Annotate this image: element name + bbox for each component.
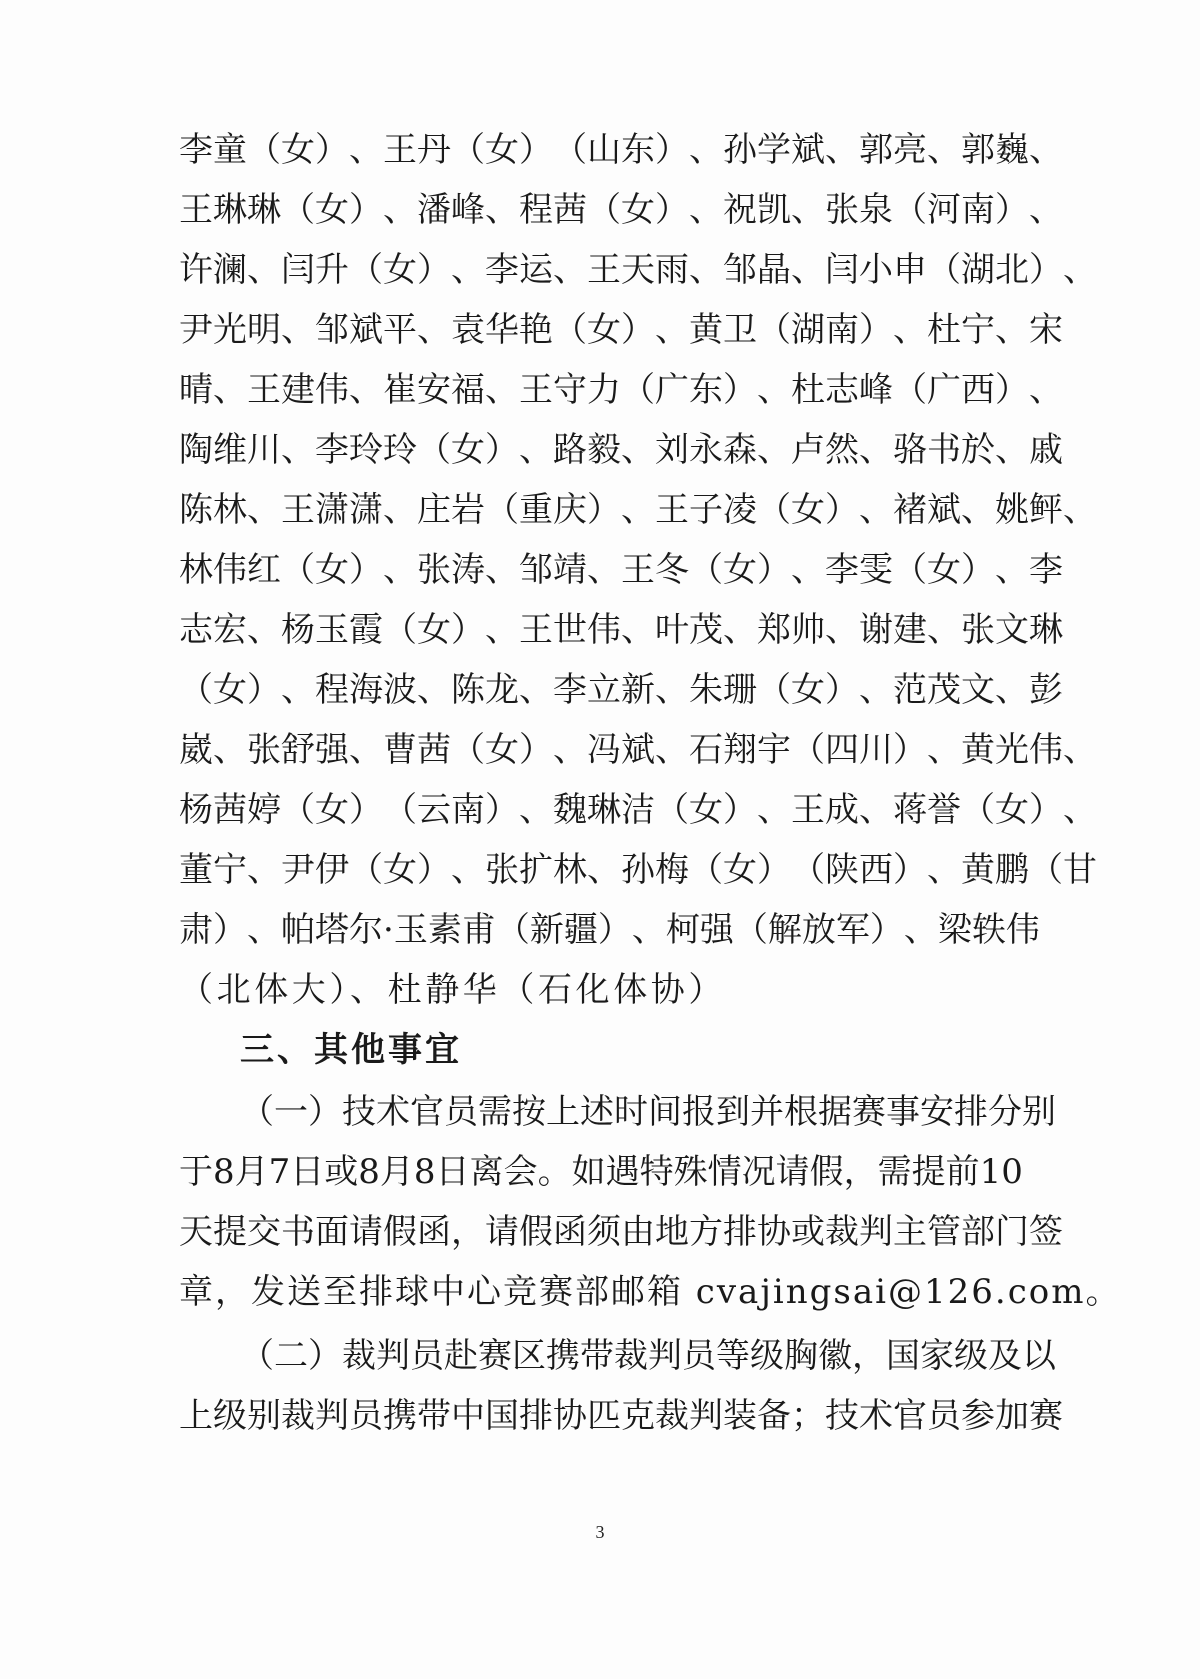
paragraph-line: 章，发送至排球中心竞赛部邮箱 cvajingsai@126.com。 [179, 1272, 1122, 1312]
text-line: 晴 、 王 建 伟 、 崔 安 福 、 王 守 力 （ 广 东 ） 、 杜 志 峰 （ 广 西 ） 、 [179, 370, 1063, 410]
text-line: （ 女 ） 、 程 海 波 、 陈 龙 、 李 立 新 、 朱 珊 （ 女 ） 、 范 茂 文 、 彭 [179, 670, 1063, 710]
paragraph-line: （ 一 ） 技 术 官 员 需 按 上 述 时 间 报 到 并 根 据 赛 事 安 排 分 别 [240, 1092, 1056, 1132]
text-line: 杨 茜 婷 （ 女 ） （ 云 南 ） 、 魏 琳 洁 （ 女 ） 、 王 成 、 蒋 誉 （ 女 ） 、 [179, 790, 1097, 830]
text-line: 肃 ） 、 帕 塔 尔 · 玉 素 甫 （ 新 疆 ） 、 柯 强 （ 解 放 军 ） 、 梁 轶 伟 [179, 910, 1040, 950]
text-line: 董 宁 、 尹 伊 （ 女 ） 、 张 扩 林 、 孙 梅 （ 女 ） （ 陕 西 ） 、 黄 鹏 （ 甘 [179, 850, 1097, 890]
text-line: 陈 林 、 王 潇 潇 、 庄 岩 （ 重 庆 ） 、 王 子 凌 （ 女 ） 、 褚 斌 、 姚 鲆 、 [179, 490, 1097, 530]
paragraph-line: 上 级 别 裁 判 员 携 带 中 国 排 协 匹 克 裁 判 装 备 ； 技 术 官 员 参 加 赛 [179, 1396, 1063, 1436]
text-line: 李 童 （ 女 ） 、 王 丹 （ 女 ） （ 山 东 ） 、 孙 学 斌 、 郭 亮 、 郭 巍 、 [179, 130, 1063, 170]
text-line: 志 宏 、 杨 玉 霞 （ 女 ） 、 王 世 伟 、 叶 茂 、 郑 帅 、 谢 建 、 张 文 琳 [179, 610, 1063, 650]
page-number: 3 [595, 1522, 605, 1542]
text-line: 许 澜 、 闫 升 （ 女 ） 、 李 运 、 王 天 雨 、 邹 晶 、 闫 小 申 （ 湖 北 ） 、 [179, 250, 1097, 290]
text-line: 陶 维 川 、 李 玲 玲 （ 女 ） 、 路 毅 、 刘 永 森 、 卢 然 、 骆 书 於 、 戚 [179, 430, 1063, 470]
text-line: （北体大）、杜静华（石化体协） [179, 970, 726, 1010]
text-line: 林 伟 红 （ 女 ） 、 张 涛 、 邹 靖 、 王 冬 （ 女 ） 、 李 雯 （ 女 ） 、 李 [179, 550, 1063, 590]
text-line: 尹 光 明 、 邹 斌 平 、 袁 华 艳 （ 女 ） 、 黄 卫 （ 湖 南 ） 、 杜 宁 、 宋 [179, 310, 1063, 350]
text-line: 崴 、 张 舒 强 、 曹 茜 （ 女 ） 、 冯 斌 、 石 翔 宇 （ 四 川 ） 、 黄 光 伟 、 [179, 730, 1097, 770]
text-line: 王 琳 琳 （ 女 ） 、 潘 峰 、 程 茜 （ 女 ） 、 祝 凯 、 张 泉 （ 河 南 ） 、 [179, 190, 1063, 230]
paragraph-line: 于 8 月 7 日 或 8 月 8 日 离 会 。 如 遇 特 殊 情 况 请 假 ， 需 提 前 10 [179, 1152, 1023, 1192]
paragraph-line: （ 二 ） 裁 判 员 赴 赛 区 携 带 裁 判 员 等 级 胸 徽 ， 国 家 级 及 以 [240, 1336, 1056, 1376]
paragraph-line: 天 提 交 书 面 请 假 函 ， 请 假 函 须 由 地 方 排 协 或 裁 判 主 管 部 门 签 [179, 1212, 1063, 1252]
section-heading: 三、其他事宜 [240, 1030, 462, 1070]
